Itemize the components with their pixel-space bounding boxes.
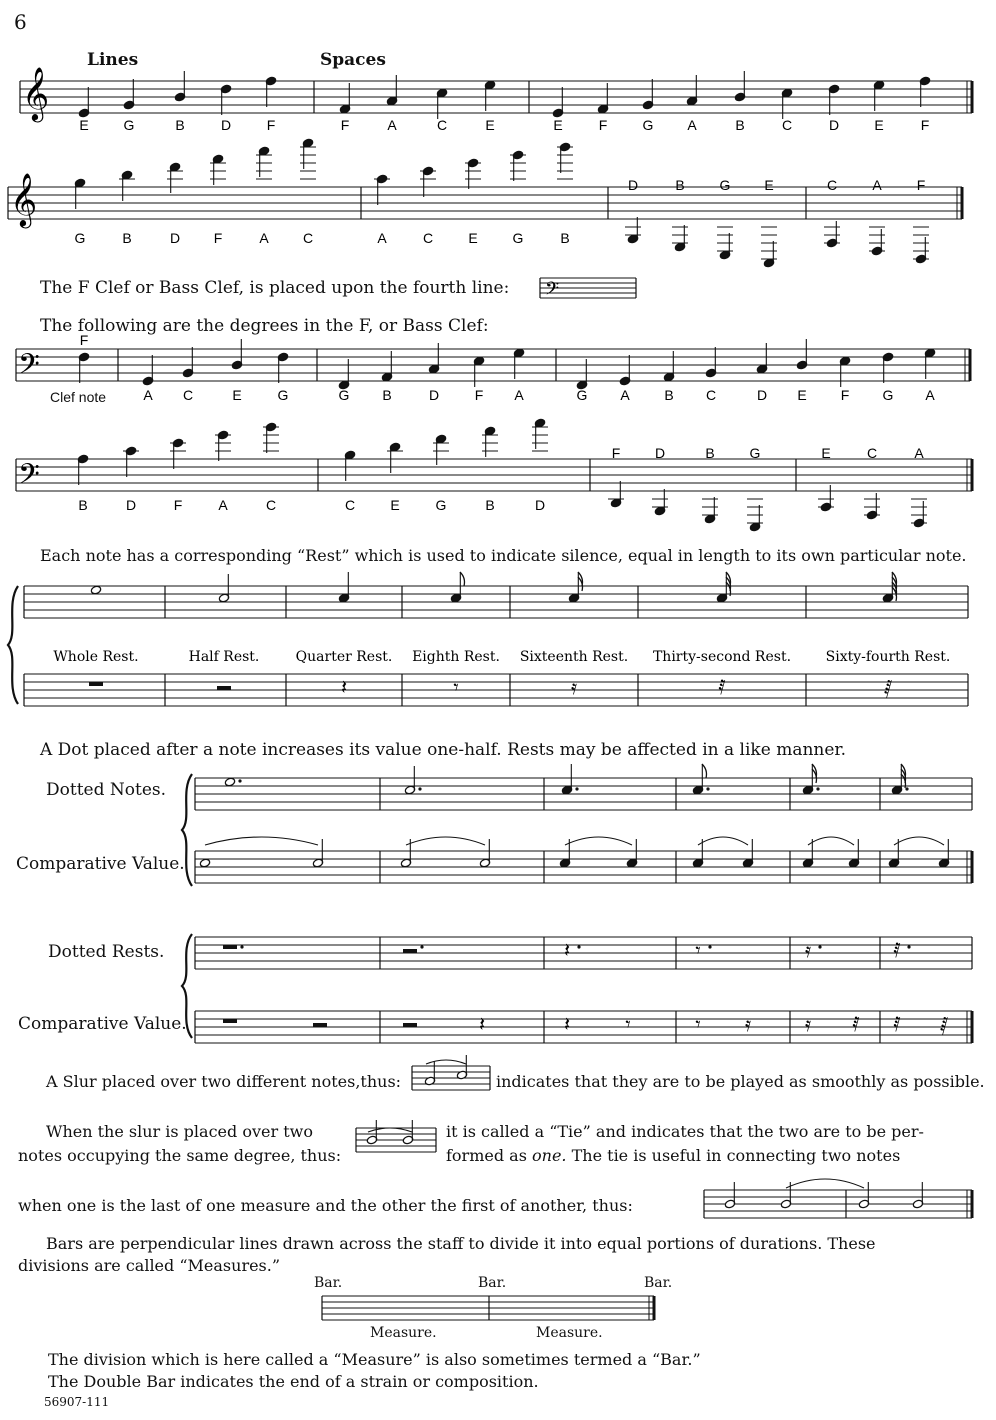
bass-letter: D	[756, 387, 768, 403]
treble-letter-above: E	[764, 177, 774, 193]
rest-name: Thirty-second Rest.	[652, 649, 792, 665]
treble-letter-below: C	[422, 230, 434, 246]
treble-clef-icon: 𝄞	[22, 66, 50, 120]
augmentation-dot	[575, 787, 578, 790]
bar-label-3: Bar.	[644, 1275, 673, 1291]
bar-label-2: Bar.	[478, 1275, 507, 1291]
tie-line3: when one is the last of one measure and the other the first of another, thus:	[18, 1196, 633, 1215]
measure-note-2: The Double Bar indicates the end of a strain or composition.	[48, 1372, 539, 1391]
bass-letter: F	[840, 387, 850, 403]
rest-name: Sixty-fourth Rest.	[825, 649, 951, 665]
bass-clef-icon: 𝄢	[545, 279, 560, 304]
eighth-rest: 𝄾	[695, 1012, 701, 1036]
treble-letter: D	[828, 117, 840, 133]
augmentation-dot	[708, 945, 711, 948]
thirtysecond-rest: 𝅀	[852, 1012, 860, 1036]
sixteenth-rest: 𝄿	[804, 1012, 812, 1036]
augmentation-dot	[907, 945, 910, 948]
slur	[698, 837, 748, 845]
bass-letter-above: F	[611, 445, 621, 461]
dotted-notes-label: Dotted Notes.	[46, 780, 167, 800]
tie-left-line1: When the slur is placed over two	[46, 1122, 313, 1141]
rest-name: Half Rest.	[188, 649, 260, 665]
bass-letter-below: C	[344, 497, 356, 513]
bass-degrees-heading: The following are the degrees in the F, or Bass Clef:	[40, 316, 489, 336]
slur	[205, 837, 318, 845]
bass-letter: A	[514, 387, 524, 403]
slur	[786, 1179, 864, 1188]
brace	[182, 774, 192, 886]
brace	[182, 934, 192, 1038]
eighth-rest: 𝄾	[695, 938, 701, 962]
treble-letter: E	[79, 117, 89, 133]
rest-name: Sixteenth Rest.	[519, 649, 629, 665]
comparative-value-label: Comparative Value.	[16, 854, 185, 874]
footer-code: 56907-111	[44, 1395, 110, 1409]
bass-clef-sentence: The F Clef or Bass Clef, is placed upon the fourth line:	[40, 278, 510, 298]
bass-letter: A	[925, 387, 935, 403]
bar-label-1: Bar.	[314, 1275, 343, 1291]
note-head	[199, 858, 210, 868]
slur	[406, 837, 485, 845]
bass-letter-above: G	[749, 445, 761, 461]
bass-letter-below: D	[534, 497, 546, 513]
measure-label-1: Measure.	[370, 1325, 437, 1341]
treble-letter-above: G	[719, 177, 731, 193]
bass-letter: G	[277, 387, 289, 403]
sixtyfourth-rest: 𝅁	[883, 675, 893, 699]
augmentation-dot	[238, 779, 241, 782]
half-rest	[313, 1023, 327, 1027]
whole-rest	[89, 682, 103, 686]
treble-letter-above: D	[627, 177, 639, 193]
treble-letter: C	[781, 117, 793, 133]
sixteenth-rest: 𝄿	[804, 938, 812, 962]
slur-text-before: A Slur placed over two different notes,thus:	[46, 1072, 402, 1091]
whole-rest	[223, 1019, 237, 1023]
bass-letter-above: C	[866, 445, 878, 461]
augmentation-dot	[706, 787, 709, 790]
tie-right-line2-b: The tie is useful in connecting two notes	[566, 1146, 901, 1165]
clef-note-letter: F	[79, 332, 89, 348]
bass-letter: B	[382, 387, 392, 403]
bass-clef-icon: 𝄢	[18, 348, 40, 388]
bass-letter: E	[797, 387, 807, 403]
bass-letter-below: G	[435, 497, 447, 513]
treble-letter-below: A	[259, 230, 269, 246]
treble-letter: F	[266, 117, 276, 133]
slur	[894, 837, 944, 845]
bass-letter-below: D	[125, 497, 137, 513]
comparative-value-label-2: Comparative Value.	[18, 1014, 187, 1034]
treble-letter-below: G	[74, 230, 86, 246]
treble-letter-above: C	[826, 177, 838, 193]
rest-name: Whole Rest.	[53, 649, 139, 665]
bass-letter: A	[143, 387, 153, 403]
augmentation-dot	[240, 945, 243, 948]
bass-letter: E	[232, 387, 242, 403]
bars-line1: Bars are perpendicular lines drawn across the staff to divide it into equal portions of durations. These	[46, 1234, 876, 1253]
bass-letter-below: A	[218, 497, 228, 513]
treble-letter: C	[436, 117, 448, 133]
augmentation-dot	[420, 945, 423, 948]
dot-sentence: A Dot placed after a note increases its value one-half. Rests may be affected in a like manner.	[40, 740, 847, 760]
measure-note-1: The division which is here called a “Measure” is also sometimes termed a “Bar.”	[48, 1350, 701, 1369]
bass-letter-above: D	[654, 445, 666, 461]
eighth-rest: 𝄾	[453, 675, 459, 699]
treble-letter: F	[598, 117, 608, 133]
quarter-rest: 𝄽	[563, 938, 571, 962]
treble-letter: E	[553, 117, 563, 133]
treble-letter-above: A	[872, 177, 882, 193]
half-rest	[403, 1023, 417, 1027]
bass-letter-below: B	[485, 497, 495, 513]
treble-letter-below: E	[468, 230, 478, 246]
bass-letter-above: E	[821, 445, 831, 461]
whole-note	[90, 585, 101, 595]
eighth-rest: 𝄾	[625, 1012, 631, 1036]
treble-letter: G	[642, 117, 654, 133]
tie-right-line2-a: formed as	[446, 1146, 533, 1165]
tie-left-line2: notes occupying the same degree, thus:	[18, 1146, 342, 1165]
treble-letter: E	[874, 117, 884, 133]
bass-letter: G	[882, 387, 894, 403]
bass-letter: G	[576, 387, 588, 403]
treble-letter-below: C	[302, 230, 314, 246]
augmentation-dot	[816, 787, 819, 790]
bars-line2: divisions are called “Measures.”	[18, 1256, 281, 1275]
bass-letter: A	[620, 387, 630, 403]
quarter-rest: 𝄽	[563, 1012, 571, 1036]
treble-letter-below: F	[213, 230, 223, 246]
treble-clef-icon: 𝄞	[10, 172, 38, 226]
augmentation-dot	[905, 787, 908, 790]
slur	[368, 1128, 412, 1132]
quarter-rest: 𝄽	[478, 1012, 486, 1036]
treble-letter-below: B	[122, 230, 132, 246]
slur	[808, 837, 854, 845]
bass-letter-above: A	[914, 445, 924, 461]
bass-letter-below: E	[390, 497, 400, 513]
bass-clef-icon: 𝄢	[18, 458, 40, 498]
augmentation-dot	[418, 787, 421, 790]
bass-letter: D	[428, 387, 440, 403]
bass-letter-below: C	[265, 497, 277, 513]
treble-letter-below: G	[512, 230, 524, 246]
half-rest	[403, 949, 417, 953]
treble-letter: E	[485, 117, 495, 133]
treble-letter: A	[687, 117, 697, 133]
thirtysecond-rest: 𝅀	[893, 1012, 901, 1036]
bass-letter-below: F	[173, 497, 183, 513]
treble-letter: B	[175, 117, 185, 133]
slur	[426, 1060, 466, 1064]
augmentation-dot	[577, 945, 580, 948]
treble-letter: F	[920, 117, 930, 133]
treble-letter: D	[220, 117, 232, 133]
dotted-rests-label: Dotted Rests.	[48, 942, 165, 962]
rest-name: Eighth Rest.	[412, 649, 500, 665]
augmentation-dot	[818, 945, 821, 948]
whole-rest	[223, 945, 237, 949]
spaces-label: Spaces	[320, 50, 386, 70]
treble-letter: F	[340, 117, 350, 133]
bass-letter: C	[705, 387, 717, 403]
slur-text-after: indicates that they are to be played as smoothly as possible.	[496, 1072, 985, 1091]
quarter-rest: 𝄽	[340, 675, 348, 699]
treble-letter-below: A	[377, 230, 387, 246]
treble-letter: A	[387, 117, 397, 133]
sixtyfourth-rest: 𝅁	[939, 1012, 949, 1036]
bass-letter-below: B	[78, 497, 88, 513]
bass-letter: G	[338, 387, 350, 403]
slur	[565, 837, 632, 845]
tie-right-line1: it is called a “Tie” and indicates that the two are to be per-	[446, 1122, 924, 1141]
treble-letter-above: B	[675, 177, 685, 193]
treble-letter-above: F	[916, 177, 926, 193]
bass-letter: B	[664, 387, 674, 403]
treble-letter-below: B	[560, 230, 570, 246]
treble-letter: G	[123, 117, 135, 133]
half-rest	[217, 686, 231, 690]
sixteenth-rest: 𝄿	[570, 675, 578, 699]
rest-intro: Each note has a corresponding “Rest” which is used to indicate silence, equal in length to its own particular note.	[40, 546, 967, 565]
brace	[8, 586, 18, 704]
rest-name: Quarter Rest.	[295, 649, 393, 665]
treble-letter-below: D	[169, 230, 181, 246]
sixteenth-rest: 𝄿	[744, 1012, 752, 1036]
bass-letter: F	[474, 387, 484, 403]
thirtysecond-rest: 𝅀	[718, 675, 726, 699]
tie-right-line2-em: one.	[532, 1146, 567, 1165]
measure-label-2: Measure.	[536, 1325, 603, 1341]
thirtysecond-rest: 𝅀	[893, 938, 901, 962]
whole-note	[224, 777, 235, 787]
bass-letter-above: B	[705, 445, 715, 461]
bass-clef-note-label: Clef note	[50, 389, 107, 405]
lines-label: Lines	[87, 50, 139, 70]
page-number: 6	[14, 10, 27, 34]
bass-letter: C	[182, 387, 194, 403]
treble-letter: B	[735, 117, 745, 133]
